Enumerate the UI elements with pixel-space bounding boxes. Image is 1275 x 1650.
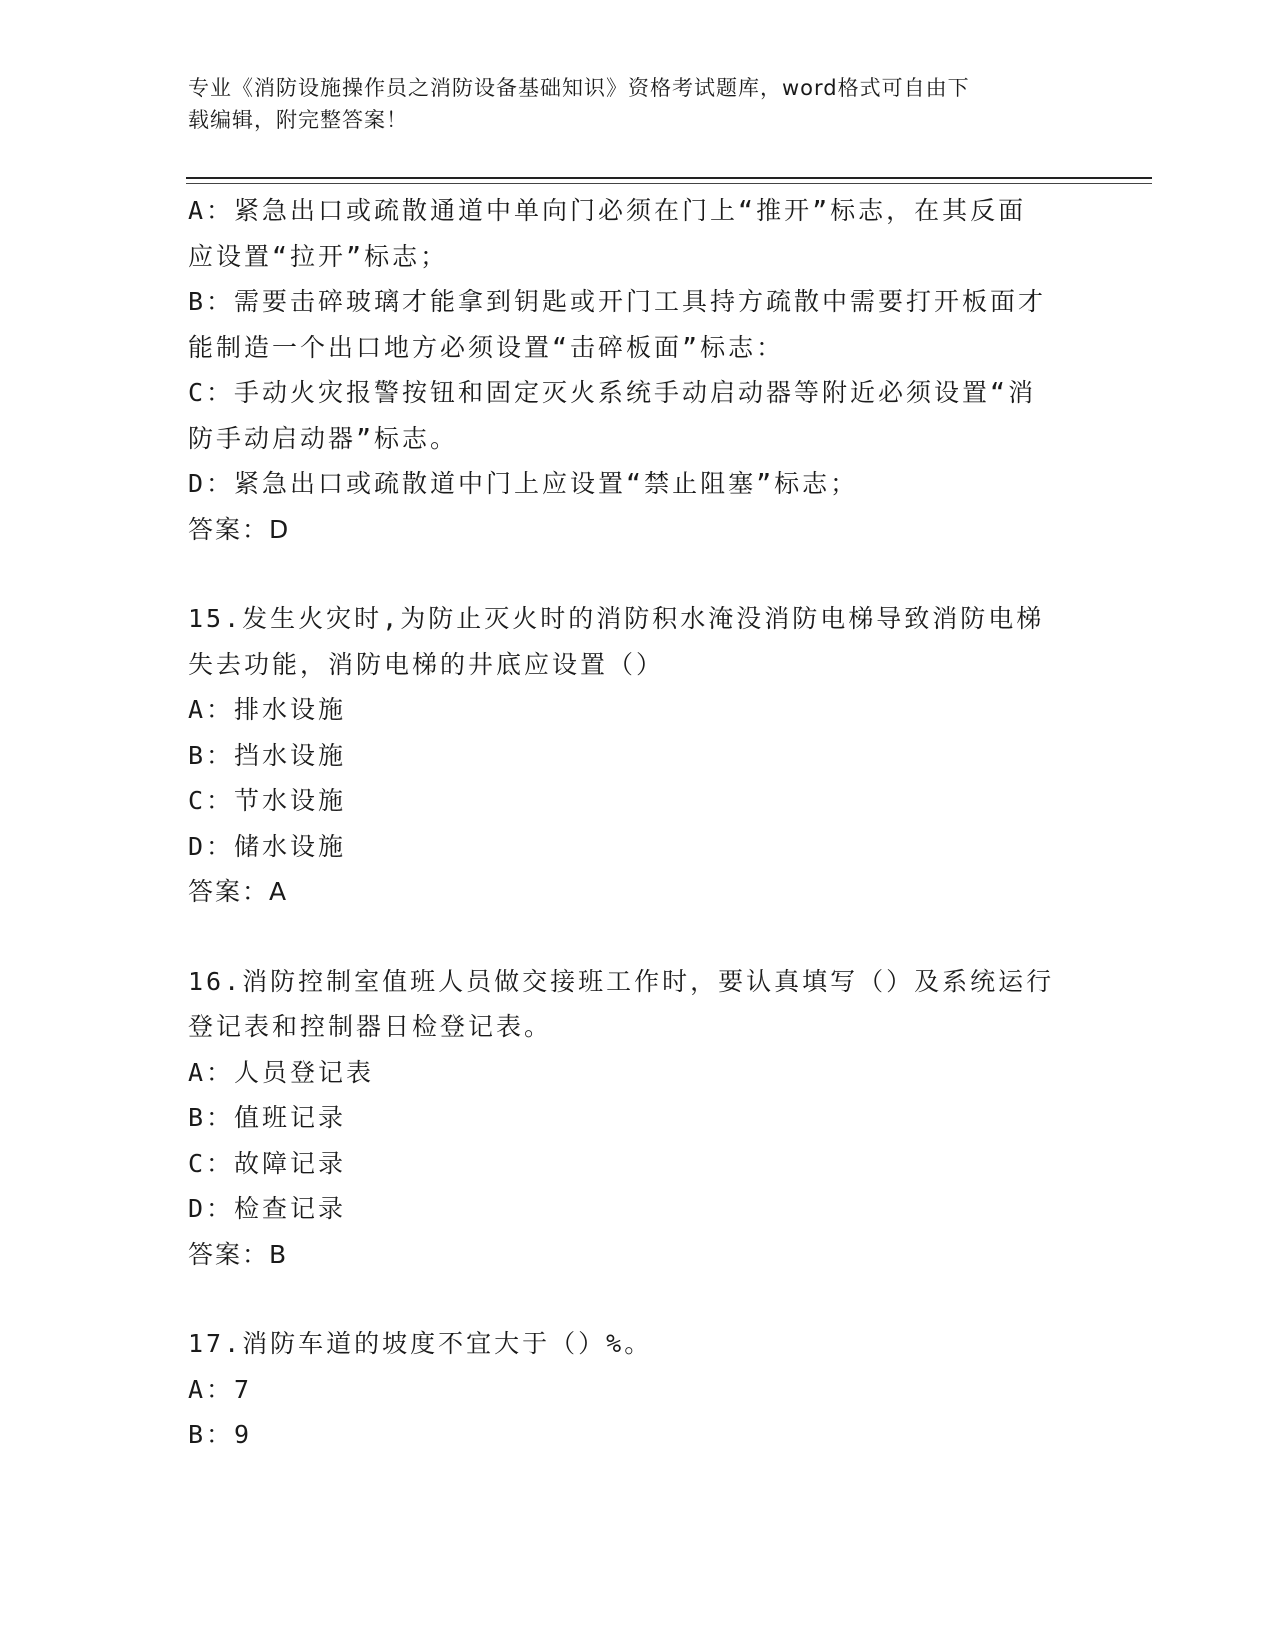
option-b: B：值班记录 xyxy=(188,1103,347,1132)
question-text: 16.消防控制室值班人员做交接班工作时，要认真填写（）及系统运行 xyxy=(188,966,1055,996)
option-a: A：7 xyxy=(188,1374,253,1404)
option-line: B：需要击碎玻璃才能拿到钥匙或开门工具持方疏散中需要打开板面才 xyxy=(188,287,1047,316)
option-line: C：手动火灾报警按钮和固定灭火系统手动启动器等附近必须设置“消 xyxy=(188,378,1037,407)
option-d: D：检查记录 xyxy=(188,1194,347,1223)
document-body xyxy=(188,188,1088,1458)
header-divider-thin xyxy=(186,183,1152,184)
question-15 xyxy=(188,596,1088,915)
question-16 xyxy=(188,959,1088,1278)
question-text: 失去功能，消防电梯的井底应设置（） xyxy=(188,649,665,679)
question-14-continuation xyxy=(188,188,1088,552)
header-line-2: 载编辑，附完整答案！ xyxy=(188,108,408,132)
question-17 xyxy=(188,1321,1088,1458)
option-line: 防手动启动器”标志。 xyxy=(188,423,459,453)
spacer xyxy=(188,1277,1088,1321)
option-line: 能制造一个出口地方必须设置“击碎板面”标志： xyxy=(188,332,785,362)
question-text: 15.发生火灾时,为防止灭火时的消防积水淹没消防电梯导致消防电梯 xyxy=(188,604,1045,633)
spacer xyxy=(188,552,1088,596)
option-line: 应设置“拉开”标志； xyxy=(188,241,449,271)
answer-line: 答案：A xyxy=(188,877,289,906)
option-c: C：故障记录 xyxy=(188,1148,347,1178)
option-line: A：紧急出口或疏散通道中单向门必须在门上“推开”标志，在其反面 xyxy=(188,196,1027,225)
option-line: D：紧急出口或疏散道中门上应设置“禁止阻塞”标志； xyxy=(188,469,859,498)
option-a: A：排水设施 xyxy=(188,695,347,724)
option-b: B：挡水设施 xyxy=(188,740,347,770)
option-a: A：人员登记表 xyxy=(188,1057,375,1087)
option-c: C：节水设施 xyxy=(188,786,347,815)
question-text: 登记表和控制器日检登记表。 xyxy=(188,1012,553,1041)
option-b: B：9 xyxy=(188,1420,253,1449)
question-text: 17.消防车道的坡度不宜大于（）%。 xyxy=(188,1329,653,1358)
answer-line: 答案：B xyxy=(188,1239,289,1269)
header-line-1: 专业《消防设施操作员之消防设备基础知识》资格考试题库，word格式可自由下 xyxy=(188,76,970,100)
option-d: D：储水设施 xyxy=(188,831,347,861)
answer-line: 答案：D xyxy=(188,514,291,544)
spacer xyxy=(188,915,1088,959)
document-header xyxy=(188,72,1068,136)
header-divider-thick xyxy=(186,177,1152,179)
